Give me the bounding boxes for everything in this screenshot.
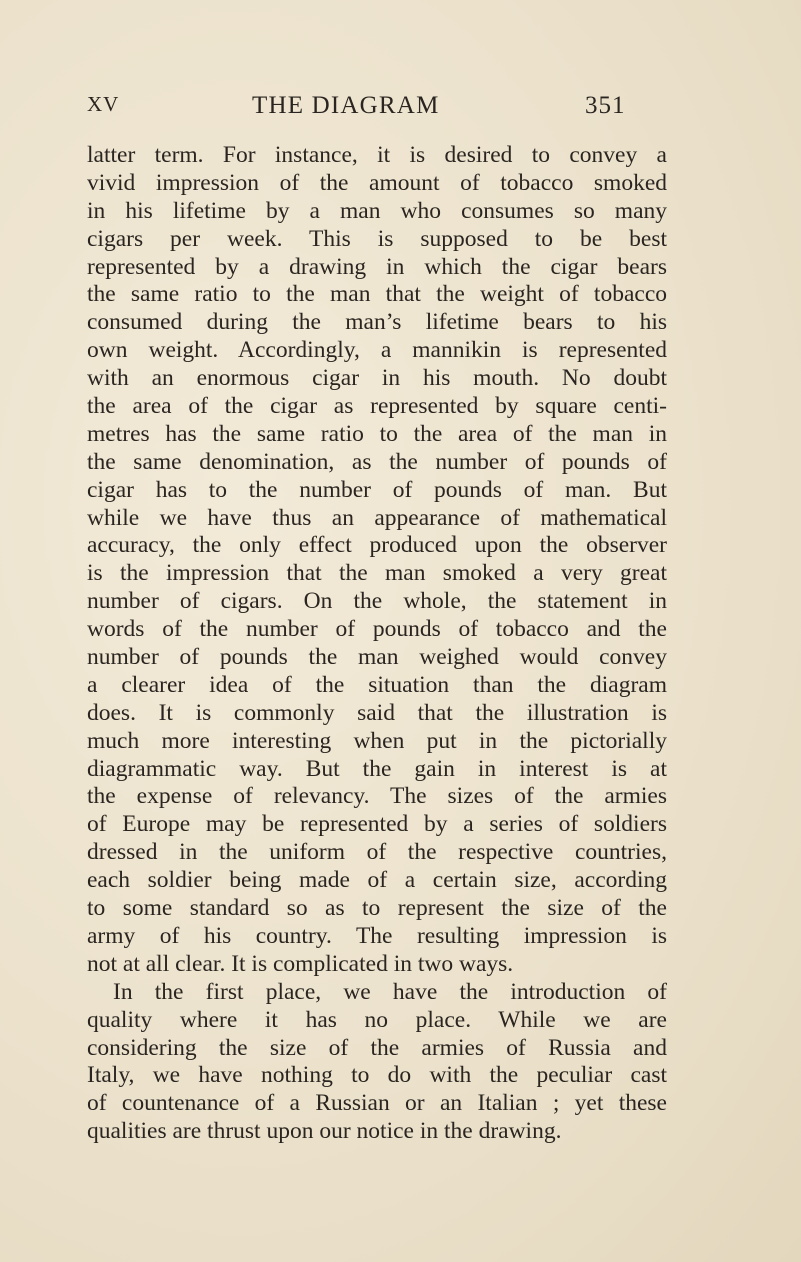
text-line: vivid impression of the amount of tobacco smoked — [87, 169, 667, 196]
text-line: much more interesting when put in the pictorially — [87, 727, 667, 754]
text-line: each soldier being made of a certain size, according — [87, 867, 667, 894]
text-line: while we have thus an appearance of mathematical — [87, 504, 667, 531]
text-line: number of cigars. On the whole, the statement in — [87, 588, 667, 615]
text-line: with an enormous cigar in his mouth. No doubt — [87, 365, 667, 392]
text-line: considering the size of the armies of Russia and — [87, 1034, 667, 1061]
text-line: army of his country. The resulting impression is — [87, 922, 667, 949]
text-line: quality where it has no place. While we are — [87, 1006, 667, 1033]
text-line: the expense of relevancy. The sizes of the armies — [87, 783, 667, 810]
text-line: a clearer idea of the situation than the diagram — [87, 671, 667, 698]
text-line: qualities are thrust upon our notice in the drawing. — [87, 1118, 562, 1145]
text-line: is the impression that the man smoked a very great — [87, 560, 667, 587]
text-line: Italy, we have nothing to do with the peculiar cast — [87, 1062, 667, 1089]
text-line: to some standard so as to represent the size of the — [87, 895, 667, 922]
text-line: the same denomination, as the number of pounds of — [87, 448, 667, 475]
text-line: of Europe may be represented by a series of soldiers — [87, 811, 667, 838]
page-number: 351 — [585, 92, 626, 119]
text-line: accuracy, the only effect produced upon the observer — [87, 532, 667, 559]
text-line: latter term. For instance, it is desired to convey a — [87, 142, 667, 168]
text-line: consumed during the man’s lifetime bears to his — [87, 309, 667, 336]
text-line: of countenance of a Russian or an Italian ; yet these — [87, 1090, 667, 1117]
text-line: own weight. Accordingly, a mannikin is represented — [87, 337, 667, 364]
text-line: not at all clear. It is complicated in two ways. — [87, 950, 514, 977]
text-line: words of the number of pounds of tobacco and the — [87, 616, 667, 643]
text-line: in his lifetime by a man who consumes so many — [87, 197, 667, 224]
text-line: cigars per week. This is supposed to be best — [87, 225, 667, 252]
running-title: THE DIAGRAM — [252, 92, 440, 119]
text-line: represented by a drawing in which the cigar bears — [87, 253, 667, 280]
page-header — [0, 92, 801, 132]
text-line: the same ratio to the man that the weight of tobacco — [87, 281, 667, 308]
text-line: diagrammatic way. But the gain in interest is at — [87, 755, 667, 782]
body-text — [87, 142, 667, 1146]
text-line: dressed in the uniform of the respective countries, — [87, 839, 667, 866]
text-line: cigar has to the number of pounds of man. But — [87, 476, 667, 503]
text-line: metres has the same ratio to the area of the man in — [87, 420, 667, 447]
text-line: the area of the cigar as represented by square centi- — [87, 393, 667, 420]
text-line: number of pounds the man weighed would convey — [87, 644, 667, 671]
text-line: does. It is commonly said that the illustration is — [87, 699, 667, 726]
section-number: XV — [87, 92, 120, 116]
text-line: In the first place, we have the introduction of — [113, 978, 667, 1005]
